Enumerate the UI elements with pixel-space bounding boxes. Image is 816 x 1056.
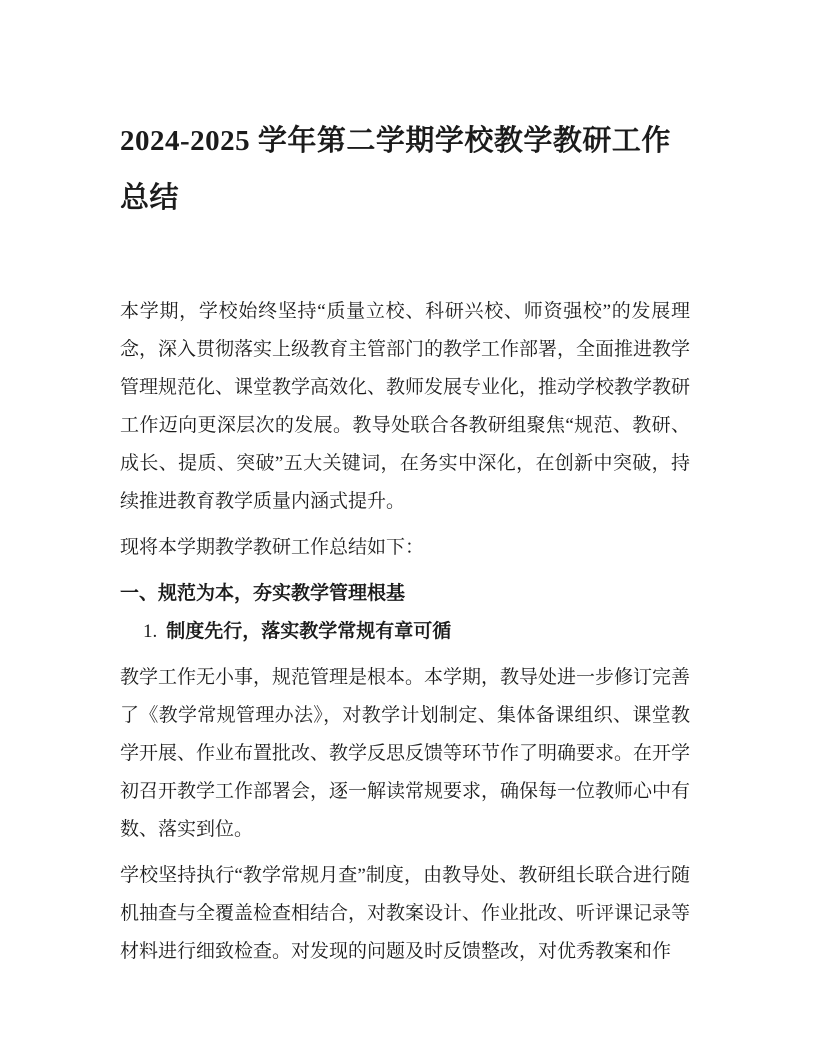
numbered-list-item-1 <box>120 613 690 651</box>
list-item-number: 1. <box>143 621 158 642</box>
section-1-heading: 一、规范为本，夯实教学管理根基 <box>120 583 406 604</box>
document-title: 2024-2025 学年第二学期学校教学教研工作总结 <box>120 125 671 214</box>
intro-paragraph-1: 本学期，学校始终坚持“质量立校、科研兴校、师资强校”的发展理念，深入贯彻落实上级教育主管部门的教学工作部署，全面推进教学管理规范化、课堂教学高效化、教师发展专业化，推动学校教学教研工作迈向更深层次的发展。教导处联合各教研组聚焦“规范、教研、成长、提质、突破”五大关键词，在务实中深化，在创新中突破，持续推进教育教学质量内涵式提升。 <box>120 301 691 512</box>
document-body <box>120 293 690 971</box>
section-1-paragraph-2-truncated: 学校坚持执行“教学常规月查”制度，由教导处、教研组长联合进行随机抽查与全覆盖检查相结合，对教案设计、作业批改、听评课记录等材料进行细致检查。对发现的问题及时反馈整改，对优秀教案和作 <box>120 865 691 962</box>
section-1-paragraph-1: 教学工作无小事，规范管理是根本。本学期，教导处进一步修订完善了《教学常规管理办法》，对教学计划制定、集体备课组织、课堂教学开展、作业布置批改、教学反思反馈等环节作了明确要求。在开学初召开教学工作部署会，逐一解读常规要求，确保每一位教师心中有数、落实到位。 <box>120 667 691 840</box>
list-item-title: 制度先行，落实教学常规有章可循 <box>166 621 452 642</box>
intro-paragraph-2: 现将本学期教学教研工作总结如下： <box>120 537 425 558</box>
